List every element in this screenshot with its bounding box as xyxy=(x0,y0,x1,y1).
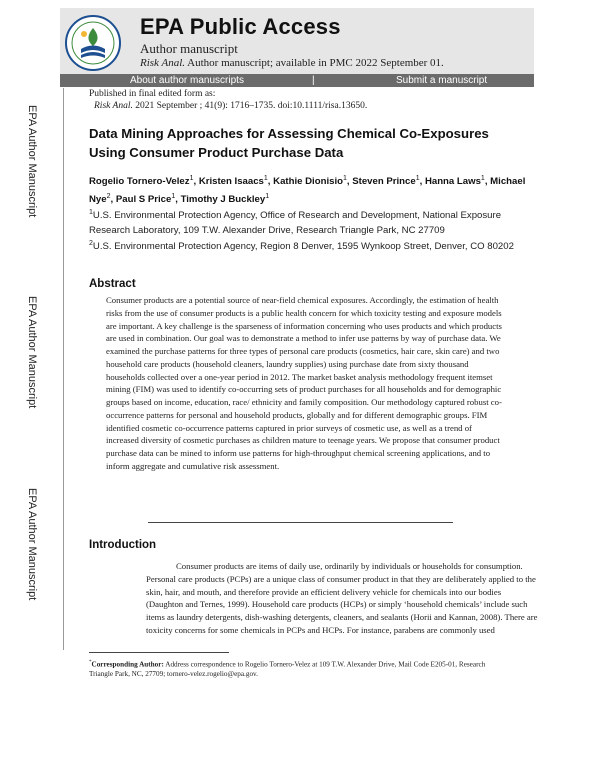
author: Steven Prince xyxy=(352,176,416,188)
epa-seal-logo xyxy=(64,14,122,72)
introduction-body xyxy=(146,560,540,637)
manuscript-label: Author manuscript xyxy=(140,41,238,56)
side-label-epa-author-manuscript: EPA Author Manuscript xyxy=(26,105,38,218)
affiliation-1: $^1$U.S. Environmental Protection Agency, Office of Research and Development, National Exposure Research Laboratory, 109 T.W. Alexander Drive, Research Triangle Park, NC 27709 xyxy=(89,209,502,236)
footnote-label: Corresponding Author: xyxy=(91,660,164,669)
footnote-text: Address correspondence to Rogelio Tornero-Velez at 109 T.W. Alexander Drive, Mail Code E205-01, Research Triangle Park, NC, 27709; tornero-velez.rogelio@epa.gov. xyxy=(89,660,486,679)
author: Timothy J Buckley xyxy=(180,193,266,205)
pmc-citation xyxy=(140,57,444,69)
published-citation-text: 2021 September ; 41(9): 1716–1735. doi:10.1111/risa.13650. xyxy=(135,101,368,111)
introduction-paragraph: Consumer products are items of daily use, ordinarily by individuals or households for consumption. Personal care products (PCPs) are a unique class of consumer product in that they are deliberately applied to the skin, hair, and mouth, and therefore provide an efficient delivery vehicle for chemicals into our bodies (Daughton and Ternes, 1999). Household care products (HCPs) or simply ‘household chemicals’ include such items as laundry detergents, dish-washing detergents, cleaners, and sealants (Horii and Kannan, 2008). There are toxicity concerns for some chemicals in PCPs and HCPs. For instance, parabens are commonly used xyxy=(146,561,538,635)
margin-rule xyxy=(63,88,64,650)
nav-separator: | xyxy=(312,75,315,86)
navbar xyxy=(60,74,534,87)
author: Michael Nye xyxy=(89,176,526,205)
about-author-manuscripts-link[interactable]: About author manuscripts xyxy=(130,75,244,86)
author-list: Rogelio Tornero-Velez$^1$, Kristen Isaacs$^1$, Kathie Dionisio$^1$, Steven Prince$^1$, Hanna Laws$^1$, Michael Nye$^2$, Paul S Price$^1$, Timothy J Buckley$^1$ xyxy=(89,175,526,205)
side-label-epa-author-manuscript: EPA Author Manuscript xyxy=(26,296,38,409)
footnote-divider xyxy=(89,652,229,653)
author: Hanna Laws xyxy=(424,176,481,188)
abstract-heading: Abstract xyxy=(89,278,136,290)
published-form-label: Published in final edited form as: xyxy=(89,89,216,99)
publication-title: EPA Public Access xyxy=(140,14,341,39)
abstract-divider xyxy=(148,522,453,523)
pmc-journal: Risk Anal. xyxy=(140,57,186,69)
author: Kristen Isaacs xyxy=(198,176,264,188)
author: Rogelio Tornero-Velez xyxy=(89,176,190,188)
paper-title: Data Mining Approaches for Assessing Chemical Co-Exposures Using Consumer Product Purchase Data xyxy=(89,126,489,160)
submit-manuscript-link[interactable]: Submit a manuscript xyxy=(396,75,488,86)
author: Paul S Price xyxy=(115,193,172,205)
published-journal: Risk Anal. xyxy=(94,101,133,111)
abstract-body: Consumer products are a potential source of near-field chemical exposures. Accordingly, the estimation of health risks from the use of consumer products is a public health concern for which toxicity testing and exposure models are important. A key challenge is the sparseness of information concerning who uses products and which products are used in combination. Our goal was to demonstrate a method to infer use patterns by way of purchase data. We examined the purchase patterns for three types of personal care products (cosmetics, hair care, skin care) and two household care products (household cleaners, laundry supplies) using purchase date from sixty thousand households collected over a one-year period in 2012. The market basket analysis methodology frequent itemset mining (FIM) was used to identify co-occurring sets of product purchases for all households and for demographic groups based on income, education, race/ ethnicity and family composition. Our methodology captured robust co-occurrence patterns for personal and household products, globally and for different demographic groups. FIM identified cosmetic co-occurrence patterns captured in prior surveys of cosmetic use, as well as a trend of increased diversity of cosmetic purchases as children mature to teenage years. We propose that consumer product purchase data can be mined to inform use patterns for high-throughput chemical screening applications, and to inform aggregate and cumulative risk assessment. xyxy=(106,295,502,471)
corresponding-author-footnote: *Corresponding Author: Address correspondence to Rogelio Tornero-Velez at 109 T.W. Alexander Drive, Mail Code E205-01, Research Triangle Park, NC, 27709; tornero-velez.rogelio@epa.gov. xyxy=(89,660,486,679)
side-label-epa-author-manuscript: EPA Author Manuscript xyxy=(26,488,38,601)
published-citation xyxy=(94,101,367,111)
affiliation-2: $^2$U.S. Environmental Protection Agency, Region 8 Denver, 1595 Wynkoop Street, Denver, CO 80202 xyxy=(89,240,514,253)
author: Kathie Dionisio xyxy=(273,176,343,188)
pmc-citation-text: Author manuscript; available in PMC 2022 September 01. xyxy=(187,57,444,69)
introduction-heading: Introduction xyxy=(89,539,157,551)
